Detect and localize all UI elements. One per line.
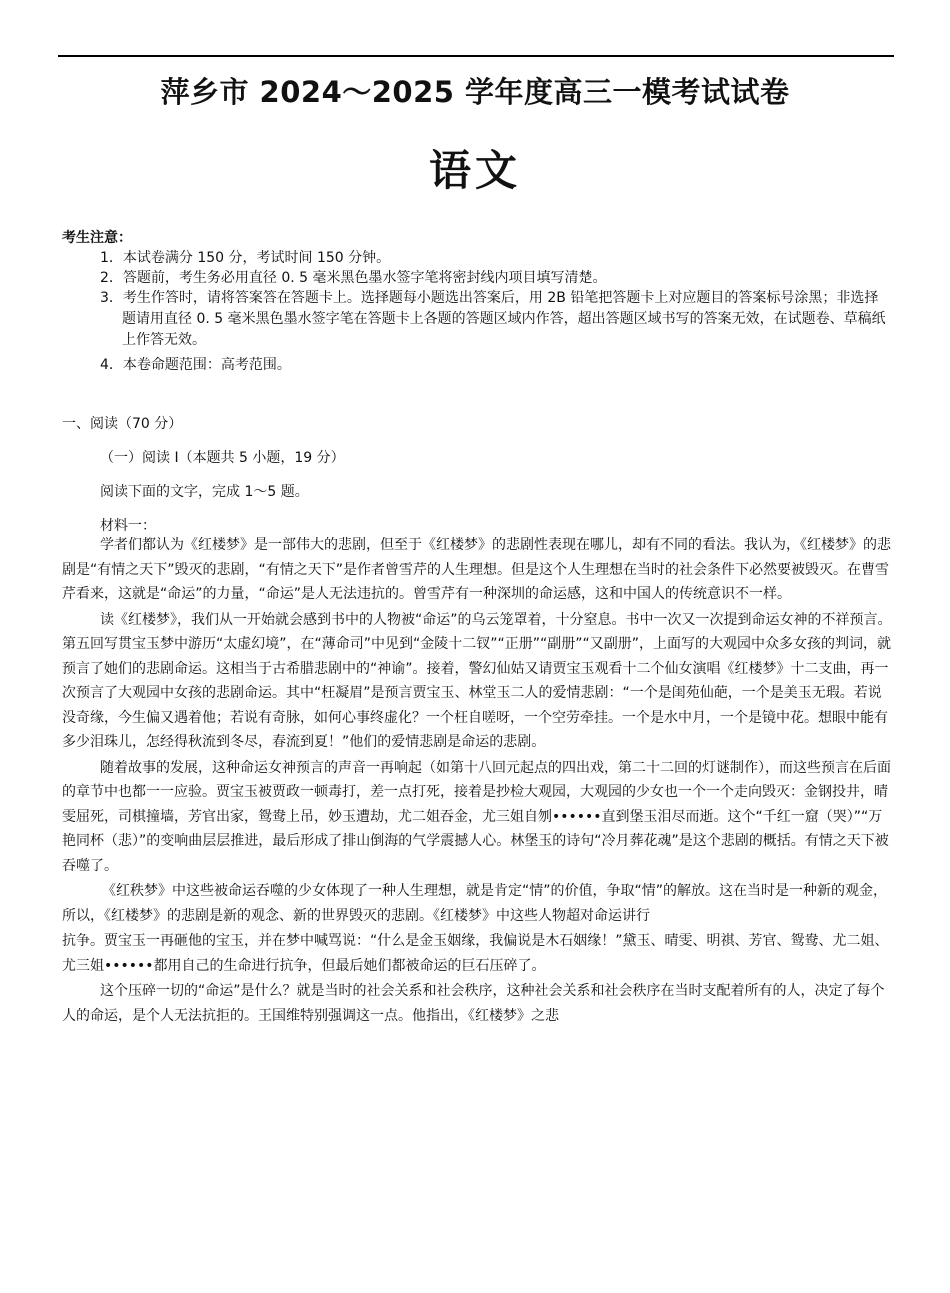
material-label: 材料一： bbox=[100, 518, 156, 534]
top-rule bbox=[58, 55, 894, 57]
subject-title: 语文 bbox=[428, 146, 521, 195]
notice-item-4: 4．本卷命题范围：高考范围。 bbox=[100, 357, 291, 373]
passage-paragraph: 这个压碎一切的“命运”是什么？就是当时的社会关系和社会秩序，这种社会关系和社会秩序在当时支配着所有的人，决定了每个人的命运，是个人无法抗拒的。王国维特别强调这一点。他指出，《红楼梦》之悲 bbox=[62, 983, 885, 1024]
exam-title: 萍乡市 2024～2025 学年度高三一模考试试卷 bbox=[160, 75, 790, 109]
candidate-notice bbox=[62, 228, 892, 375]
passage bbox=[62, 533, 892, 1028]
passage-paragraph: 抗争。贾宝玉一再砸他的宝玉，并在梦中喊骂说：“什么是金玉姻缘，我偏说是木石姻缘！”黛玉、晴雯、明祺、芳官、鸳鸯、尤二姐、尤三姐••••••都用自己的生命进行抗争，但最后她们都被命运的巨石压碎了。 bbox=[62, 933, 889, 974]
passage-paragraph: 《红秩梦》中这些被命运吞噬的少女体现了一种人生理想，就是肯定“情”的价值，争取“情”的解放。这在当时是一种新的观金，所以，《红楼梦》的悲剧是新的观念、新的世界毁灭的悲剧。《红楼梦》中这些人物超对命运讲行 bbox=[62, 883, 888, 924]
section-heading: 一、阅读（70 分） bbox=[62, 416, 183, 432]
passage-paragraph: 读《红楼梦》，我们从一开始就会感到书中的人物被“命运”的乌云笼罩着，十分窒息。书中一次又一次提到命运女神的不祥预言。第五回写贯宝玉梦中游历“太虚幻境”，在“薄命司”中见到“金陵十二钗”“正册”“副册”“又副册”，上面写的大观园中众多女孩的判词，就预言了她们的悲剧命运。这相当于古希腊悲剧中的“神谕”。接着，警幻仙姑又请贾宝玉观看十二个仙女演唱《红楼梦》十二支曲，再一次预言了大观园中女孩的悲剧命运。其中“枉凝眉”是预言贾宝玉、林堂玉二人的爱情悲剧：“一个是闺苑仙葩，一个是美玉无瑕。若说没奇缘，今生偏又遇着他；若说有奇脉，如何心事终虚化？一个枉自嗟呀，一个空劳牵挂。一个是水中月，一个是镜中花。想眼中能有多少泪珠儿，怎经得秋流到冬尽，春流到夏！”他们的爱情悲剧是命运的悲剧。 bbox=[62, 611, 892, 750]
notice-heading: 考生注意： bbox=[62, 230, 132, 246]
instruction-text: 阅读下面的文字，完成 1～5 题。 bbox=[100, 484, 309, 500]
passage-paragraph: 随着故事的发展，这种命运女神预言的声音一再响起（如第十八回元起点的四出戏，第二十二回的灯谜制作），而这些预言在后面的章节中也都一一应验。贾宝玉被贾政一顿毒打，差一点打死，接着是抄检大观园，大观园的少女也一个一个走向毁灭：金钢投井，晴雯屈死，司棋撞墙，芳官出家，鸳鸯上吊，妙玉遭劫，尤二姐吞金，尤三姐自刎••••••直到堡玉泪尽而逝。这个“千红一窟（哭）”“万艳同杯（悲）”的变响曲层层推进，最后形成了排山倒海的气学震撼人心。林堡玉的诗句“冷月葬花魂”是这个悲剧的概括。有情之天下被吞噬了。 bbox=[62, 759, 891, 874]
notice-item-2: 2．答题前，考生务必用直径 0. 5 毫米黑色墨水签字笔将密封线内项目填写清楚。 bbox=[100, 270, 607, 286]
subsection-heading: （一）阅读 I（本题共 5 小题，19 分） bbox=[100, 450, 345, 466]
notice-item-3: 3．考生作答时，请将答案答在答题卡上。选择题每小题选出答案后，用 2B 铅笔把答题卡上对应题目的答案标号涂黑；非选择题请用直径 0. 5 毫米黑色墨水签字笔在答题卡上各题的答题区域内作答，超出答题区域书写的答案无效，在试题卷、草稿纸上作答无效。 bbox=[100, 290, 886, 348]
passage-paragraph: 学者们都认为《红楼梦》是一部伟大的悲剧，但至于《红楼梦》的悲剧性表现在哪儿，却有不同的看法。我认为，《红楼梦》的悲剧是“有情之天下”毁灭的悲剧，“有情之天下”是作者曾雪芹的人生理想。但是这个人生理想在当时的社会条件下必然要被毁灭。在曹雪芹看来，这就是“命运”的力量，“命运”是人无法违抗的。曾雪芹有一种深圳的命运感，这和中国人的传统意识不一样。 bbox=[62, 537, 891, 602]
notice-item-1: 1．本试卷满分 150 分，考试时间 150 分钟。 bbox=[100, 250, 391, 266]
